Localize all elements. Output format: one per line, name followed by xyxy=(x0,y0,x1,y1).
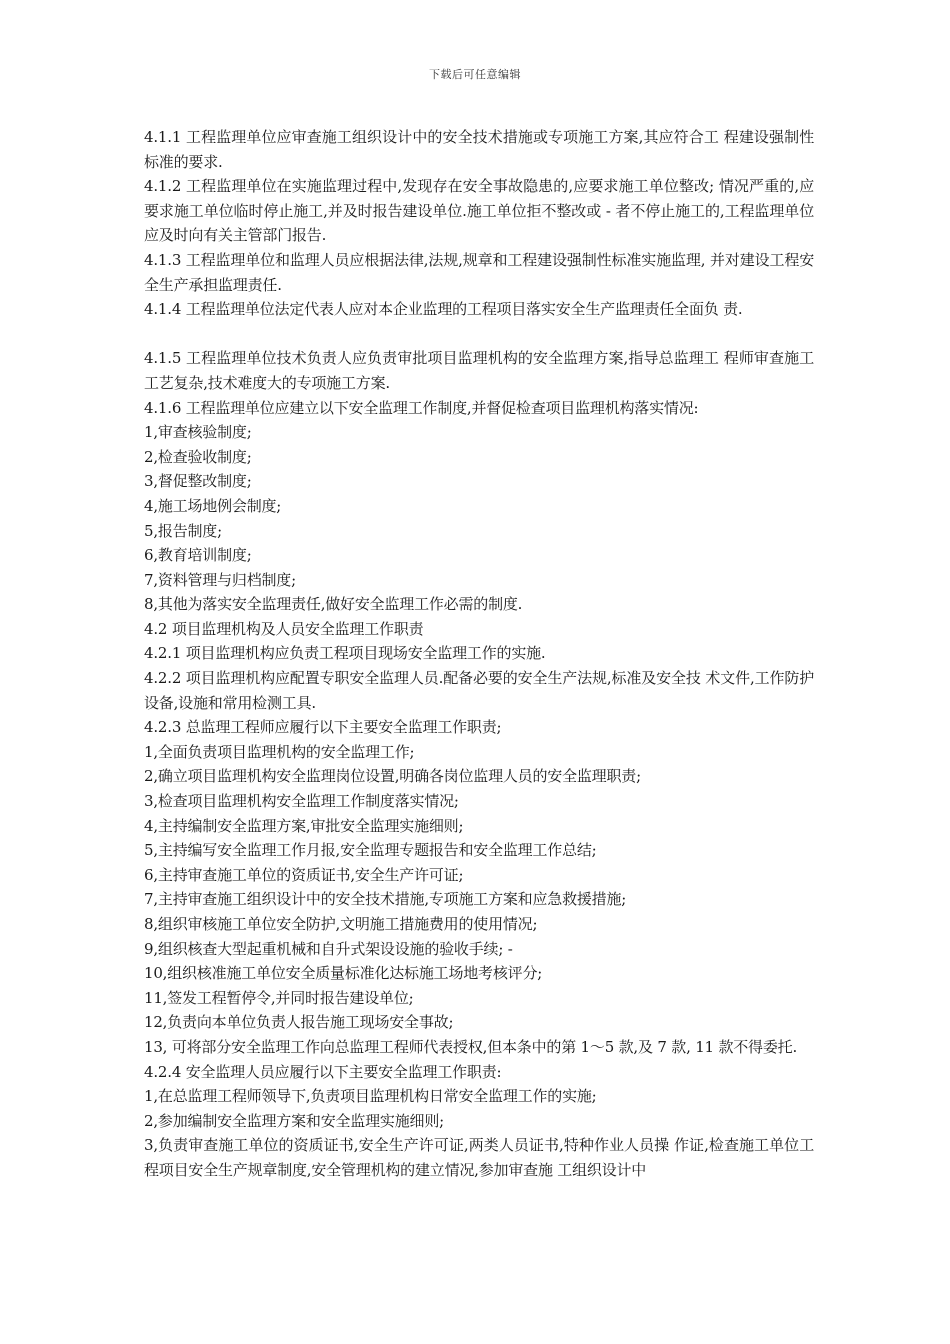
paragraph-4-1-2: 4.1.2 工程监理单位在实施监理过程中,发现存在安全事故隐患的,应要求施工单位整改; 情况严重的,应要求施工单位临时停止施工,并及时报告建设单位.施工单位拒不整改或 - 者不停止施工的,工程监理单位应及时向有关主管部门报告. xyxy=(144,177,814,245)
page-header: 下载后可任意编辑 xyxy=(429,68,521,81)
list-item: 6,主持审查施工单位的资质证书,安全生产许可证; xyxy=(144,865,464,884)
paragraph-4-1-3: 4.1.3 工程监理单位和监理人员应根据法律,法规,规章和工程建设强制性标准实施监理, 并对建设工程安全生产承担监理责任. xyxy=(144,250,814,294)
paragraph-4-2-1: 4.2.1 项目监理机构应负责工程项目现场安全监理工作的实施. xyxy=(144,644,546,663)
list-item: 5,报告制度; xyxy=(144,521,222,540)
paragraph-4-1-4: 4.1.4 工程监理单位法定代表人应对本企业监理的工程项目落实安全生产监理责任全面负 责. xyxy=(144,300,743,319)
list-item: 3,检查项目监理机构安全监理工作制度落实情况; xyxy=(144,792,459,811)
list-item: 7,主持审查施工组织设计中的安全技术措施,专项施工方案和应急救援措施; xyxy=(144,890,627,909)
paragraph-4-2-2: 4.2.2 项目监理机构应配置专职安全监理人员.配备必要的安全生产法规,标准及安全技 术文件,工作防护设备,设施和常用检测工具. xyxy=(144,669,814,712)
paragraph-4-1-6: 4.1.6 工程监理单位应建立以下安全监理工作制度,并督促检查项目监理机构落实情况: xyxy=(144,398,699,417)
list-item: 6,教育培训制度; xyxy=(144,546,252,565)
list-item: 2,确立项目监理机构安全监理岗位设置,明确各岗位监理人员的安全监理职责; xyxy=(144,767,641,786)
list-item: 10,组织核准施工单位安全质量标准化达标施工场地考核评分; xyxy=(144,964,543,983)
list-item: 4,主持编制安全监理方案,审批安全监理实施细则; xyxy=(144,816,464,835)
list-item: 8,组织审核施工单位安全防护,文明施工措施费用的使用情况; xyxy=(144,915,538,933)
list-item: 1,审查核验制度; xyxy=(144,423,252,442)
list-item: 8,其他为落实安全监理责任,做好安全监理工作必需的制度. xyxy=(144,595,523,614)
list-item: 12,负责向本单位负责人报告施工现场安全事故; xyxy=(144,1013,454,1032)
paragraph-4-1-5: 4.1.5 工程监理单位技术负责人应负责审批项目监理机构的安全监理方案,指导总监理工 程师审查施工工艺复杂,技术难度大的专项施工方案. xyxy=(144,349,814,392)
list-item: 3,负责审查施工单位的资质证书,安全生产许可证,两类人员证书,特种作业人员操 作证,检查施工单位工程项目安全生产规章制度,安全管理机构的建立情况,参加审查施 工组织设计中 xyxy=(144,1136,814,1179)
list-item: 2,参加编制安全监理方案和安全监理实施细则; xyxy=(144,1111,444,1130)
section-heading-4-2: 4.2 项目监理机构及人员安全监理工作职责 xyxy=(144,619,424,638)
list-item: 1,在总监理工程师领导下,负责项目监理机构日常安全监理工作的实施; xyxy=(144,1087,597,1106)
list-item: 11,签发工程暂停令,并同时报告建设单位; xyxy=(144,988,414,1007)
list-item: 4,施工场地例会制度; xyxy=(144,496,282,515)
list-item: 9,组织核查大型起重机械和自升式架设设施的验收手续; - xyxy=(144,939,513,958)
document-body xyxy=(144,125,814,1183)
paragraph-4-2-4: 4.2.4 安全监理人员应履行以下主要安全监理工作职责: xyxy=(144,1062,502,1081)
paragraph-4-1-1: 4.1.1 工程监理单位应审查施工组织设计中的安全技术措施或专项施工方案,其应符合工 程建设强制性标准的要求. xyxy=(144,128,814,171)
list-item: 7,资料管理与归档制度; xyxy=(144,570,296,589)
list-item: 3,督促整改制度; xyxy=(144,472,252,491)
paragraph-4-2-3: 4.2.3 总监理工程师应履行以下主要安全监理工作职责; xyxy=(144,718,502,737)
list-item: 2,检查验收制度; xyxy=(144,447,252,466)
list-item: 1,全面负责项目监理机构的安全监理工作; xyxy=(144,742,415,761)
list-item: 13, 可将部分安全监理工作向总监理工程师代表授权,但本条中的第 1～5 款,及 7 款, 11 款不得委托. xyxy=(144,1037,798,1056)
list-item: 5,主持编写安全监理工作月报,安全监理专题报告和安全监理工作总结; xyxy=(144,841,597,860)
blank-line xyxy=(144,322,814,347)
